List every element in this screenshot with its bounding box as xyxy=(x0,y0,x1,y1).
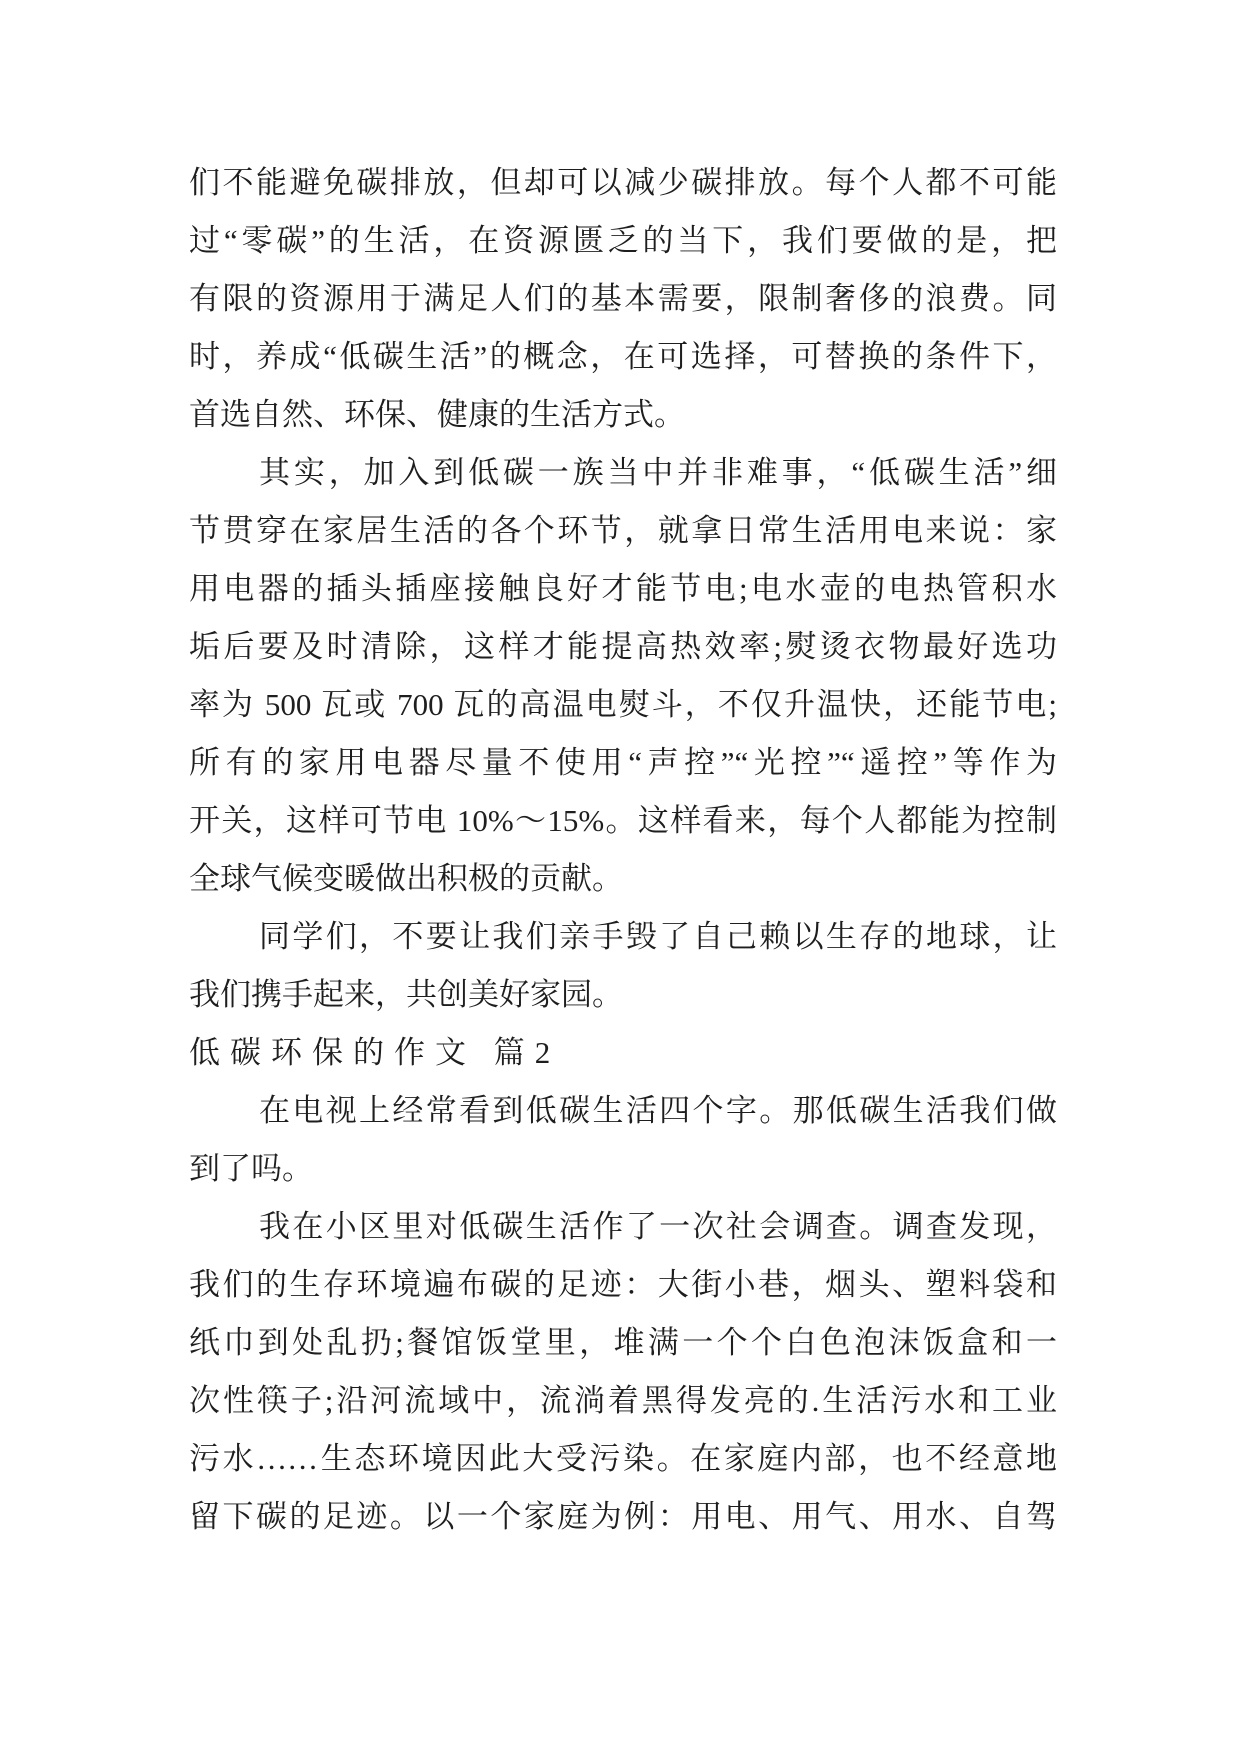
text-line: 留下碳的足迹。以一个家庭为例：用电、用气、用水、自驾 xyxy=(189,1499,1057,1534)
text-line: 时，养成“低碳生活”的概念，在可选择，可替换的条件下， xyxy=(189,339,1057,374)
text-line: 有限的资源用于满足人们的基本需要，限制奢侈的浪费。同 xyxy=(189,281,1057,316)
text-line: 用电器的插头插座接触良好才能节电;电水壶的电热管积水 xyxy=(189,571,1057,606)
text-line: 过“零碳”的生活，在资源匮乏的当下，我们要做的是，把 xyxy=(189,223,1057,258)
text-line: 污水……生态环境因此大受污染。在家庭内部，也不经意地 xyxy=(189,1441,1057,1476)
text-line: 垢后要及时清除，这样才能提高热效率;熨烫衣物最好选功 xyxy=(189,629,1057,664)
text-line: 率为 500 瓦或 700 瓦的高温电熨斗，不仅升温快，还能节电; xyxy=(189,687,1057,722)
section-heading: 低碳环保的作文 篇2 xyxy=(189,1035,561,1070)
text-line: 我们的生存环境遍布碳的足迹：大街小巷，烟头、塑料袋和 xyxy=(189,1267,1057,1302)
text-line: 次性筷子;沿河流域中，流淌着黑得发亮的.生活污水和工业 xyxy=(189,1383,1057,1418)
text-line: 在电视上经常看到低碳生活四个字。那低碳生活我们做 xyxy=(259,1093,1057,1128)
text-line: 所有的家用电器尽量不使用“声控”“光控”“遥控”等作为 xyxy=(189,745,1057,780)
essay-text-block xyxy=(189,154,1057,1546)
text-line: 其实，加入到低碳一族当中并非难事，“低碳生活”细 xyxy=(259,455,1057,490)
text-line: 首选自然、环保、健康的生活方式。 xyxy=(189,397,685,432)
text-line: 们不能避免碳排放，但却可以减少碳排放。每个人都不可能 xyxy=(189,165,1057,200)
text-line: 节贯穿在家居生活的各个环节，就拿日常生活用电来说：家 xyxy=(189,513,1057,548)
text-line: 全球气候变暖做出积极的贡献。 xyxy=(189,861,623,896)
text-line: 我们携手起来，共创美好家园。 xyxy=(189,977,623,1012)
text-line: 到了吗。 xyxy=(189,1151,313,1186)
text-line: 纸巾到处乱扔;餐馆饭堂里，堆满一个个白色泡沫饭盒和一 xyxy=(189,1325,1057,1360)
text-line: 同学们，不要让我们亲手毁了自己赖以生存的地球，让 xyxy=(259,919,1057,954)
text-line: 开关，这样可节电 10%～15%。这样看来，每个人都能为控制 xyxy=(189,803,1057,838)
text-line: 我在小区里对低碳生活作了一次社会调查。调查发现， xyxy=(259,1209,1057,1244)
